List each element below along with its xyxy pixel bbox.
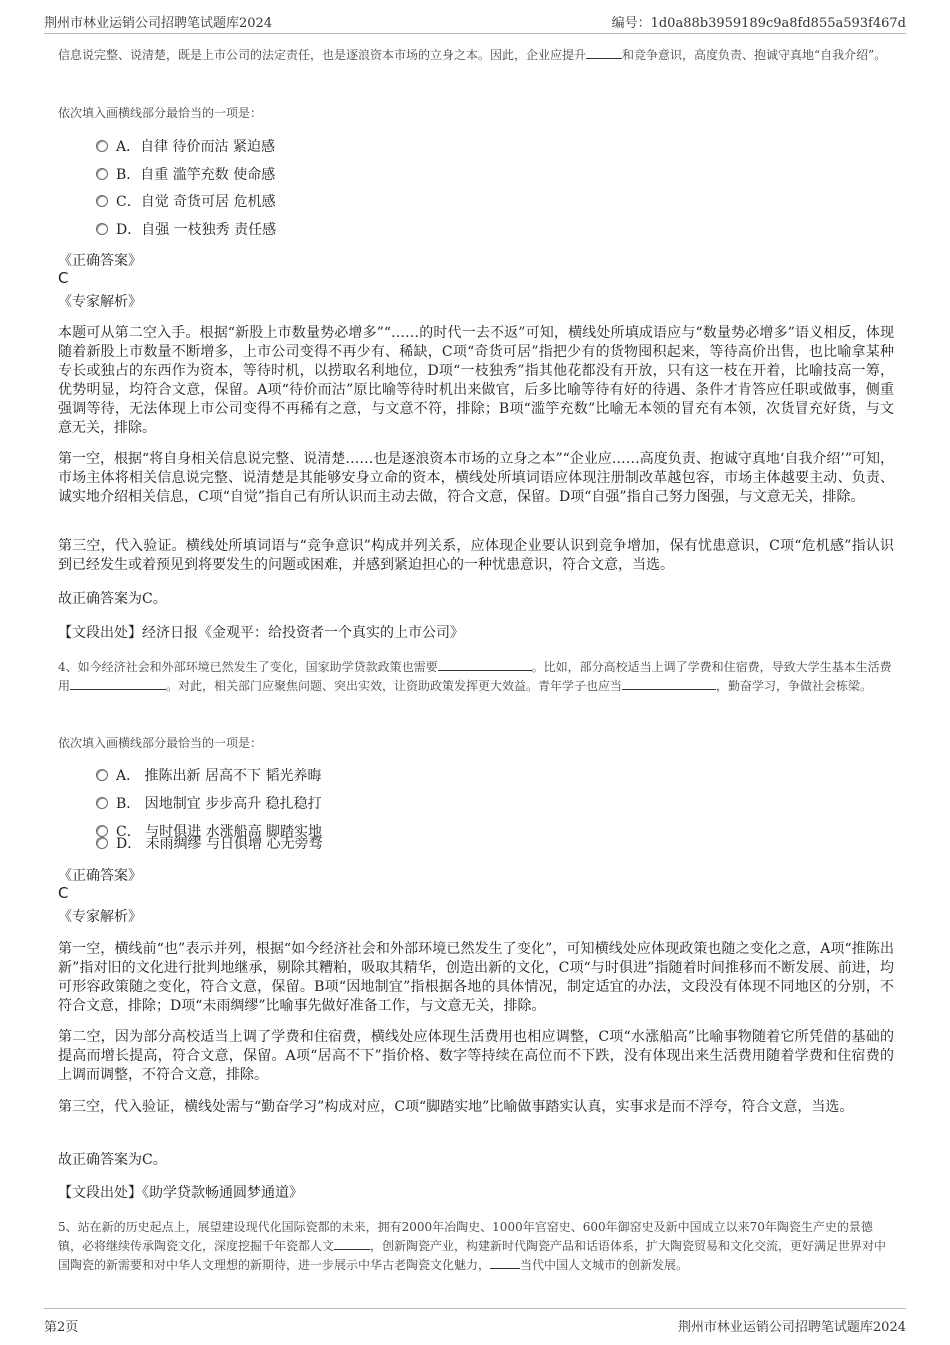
radio-icon[interactable] (96, 223, 108, 235)
q4-blank-1 (438, 658, 532, 671)
q3-option-b[interactable] (96, 165, 275, 185)
q3-option-b-label: B．自重 滥竽充数 使命感 (116, 167, 276, 183)
q3-option-d-label: D．自强 一枝独秀 责任感 (116, 222, 277, 238)
radio-icon[interactable] (96, 837, 108, 849)
q4-analysis-paragraph: 第二空，因为部分高校适当上调了学费和住宿费，横线处应体现生活费用也相应调整，C项“水涨船高”比喻事物随着它所凭借的基础的提高而增长提高，符合文意，保留。A项“居高不下”指价格、数字等持续在高位而不下跌，没有体现出来生活费用随着学费和住宿费的上调而调整，不符合文意，排除。 (58, 1029, 894, 1083)
q5-stem-text-2: ，创新陶瓷产业，构建新时代陶瓷产品和话语体系，扩大陶瓷贸易和文化交流，更好满足世界对中国陶瓷的新需要和对中华人文理想的新期待，进一步展示中华古老陶瓷文化魅力， (58, 1239, 887, 1272)
q4-analysis-paragraph: 第三空，代入验证，横线处需与“勤奋学习”构成对应，C项“脚踏实地”比喻做事踏实认真，实事求是而不浮夸，符合文意，当选。 (58, 1099, 854, 1115)
q4-stem-text-3: 。对此，相关部门应聚焦问题、突出实效，让资助政策发挥更大效益。青年学子也应当 (166, 679, 623, 693)
q3-analysis-label: 《专家解析》 (58, 294, 142, 310)
q3-option-a-label: A．自律 待价而沽 紧迫感 (116, 139, 276, 155)
q4-option-b[interactable] (96, 794, 322, 814)
page-number: 第2页 (44, 1320, 79, 1335)
radio-icon[interactable] (96, 195, 108, 207)
q3-blank (586, 46, 622, 59)
radio-icon[interactable] (96, 797, 108, 809)
q3-answer: C (58, 269, 69, 287)
q5-stem-text-3: 当代中国人文城市的创新发展。 (520, 1258, 689, 1272)
q3-analysis-paragraph: 本题可从第二空入手。根据“新股上市数量势必增多”“……的时代一去不返”可知，横线处所填成语应与“数量势必增多”语义相反，体现随着新股上市数量不断增多，上市公司变得不再少有、稀缺，C项“奇货可居”指把少有的货物囤积起来，等待高价出售，也比喻拿某种专长或独占的东西作为资本，等待时机，以捞取名利地位，D项“一枝独秀”指其他花都没有开放，只有这一枝在开着，比喻技高一筹，优势明显，均符合文意，保留。A项“待价而沽”原比喻等待时机出来做官，后多比喻等待有好的待遇、条件才肯答应任职或做事，侧重强调等待，无法体现上市公司变得不再稀有之意，与文意不符，排除；B项“滥竽充数”比喻无本领的冒充有本领，次货冒充好货，与文意无关，排除。 (58, 325, 894, 436)
q4-blank-2 (70, 677, 166, 690)
q4-option-a[interactable] (96, 766, 321, 786)
q4-option-a-label: A． 推陈出新 居高不下 韬光养晦 (116, 768, 322, 784)
header-divider (44, 33, 906, 34)
footer-divider (44, 1308, 906, 1309)
page-footer (0, 1308, 950, 1345)
q3-intro-text-a: 信息说完整、说清楚，既是上市公司的法定责任，也是逐浪资本市场的立身之本。因此，企业应提升 (58, 48, 587, 62)
q3-option-c-label: C．自觉 奇货可居 危机感 (116, 194, 276, 210)
radio-icon[interactable] (96, 140, 108, 152)
q4-stem-text-2: 。比如，部分高校适当上调了学费和住宿费，导致大学生基本生活费用 (58, 660, 892, 693)
q3-answer-label: 《正确答案》 (58, 253, 142, 269)
page-header (0, 0, 950, 34)
header-doc-id: 编号：1d0a88b3959189c9a8fd855a593f467d (611, 16, 906, 31)
q4-analysis-label: 《专家解析》 (58, 909, 142, 925)
q4-prompt: 依次填入画横线部分最恰当的一项是： (58, 736, 263, 750)
radio-icon[interactable] (96, 168, 108, 180)
radio-icon[interactable] (96, 769, 108, 781)
q4-option-d[interactable] (96, 834, 323, 854)
q4-conclusion: 故正确答案为C。 (58, 1152, 167, 1168)
q4-blank-3 (622, 677, 716, 690)
q3-option-d[interactable] (96, 220, 276, 240)
q4-analysis-paragraph: 第一空，横线前“也”表示并列，根据“如今经济社会和外部环境已然发生了变化”，可知横线处应体现政策也随之变化之意，A项“推陈出新”指对旧的文化进行批判地继承，剔除其糟粕，吸取其精华，创造出新的文化，C项“与时俱进”指随着时间推移而不断发展、前进，均可形容政策随之变化，符合文意，保留。B项“因地制宜”指根据各地的具体情况，制定适宜的办法，文段没有体现不同地区的分别，不符合文意，排除；D项“未雨绸缪”比喻事先做好准备工作，与文意无关，排除。 (58, 941, 894, 1014)
q4-stem-text-4: ，勤奋学习，争做社会栋梁。 (716, 679, 873, 693)
q4-answer-label: 《正确答案》 (58, 868, 142, 884)
q3-conclusion: 故正确答案为C。 (58, 591, 167, 607)
footer-title: 荆州市林业运销公司招聘笔试题库2024 (677, 1320, 906, 1335)
q4-option-d-label: D． 未雨绸缪 与日俱增 心无旁骛 (116, 836, 323, 852)
q3-source: 【文段出处】经济日报《金观平：给投资者一个真实的上市公司》 (58, 625, 464, 641)
q5-blank-2 (490, 1256, 520, 1269)
q5-stem (58, 1218, 894, 1275)
q4-answer: C (58, 884, 69, 902)
q4-stem (58, 658, 894, 696)
q4-option-c-label: C． 与时俱进 水涨船高 脚踏实地 (116, 824, 323, 840)
q3-intro (58, 46, 894, 65)
q4-stem-text-1: 4、如今经济社会和外部环境已然发生了变化，国家助学贷款政策也需要 (58, 660, 438, 674)
q4-option-b-label: B． 因地制宜 步步高升 稳扎稳打 (116, 796, 322, 812)
q3-prompt: 依次填入画横线部分最恰当的一项是： (58, 106, 263, 120)
q3-intro-text-b: 和竞争意识，高度负责、抱诚守真地“自我介绍”。 (622, 48, 887, 62)
q5-stem-text-1: 5、站在新的历史起点上，展望建设现代化国际瓷都的未来，拥有2000年冶陶史、1000年官窑史、600年御窑史及新中国成立以来70年陶瓷生产史的景德镇，必将继续传承陶瓷文化，深度挖掘千年瓷都人文 (58, 1220, 873, 1253)
q3-option-a[interactable] (96, 137, 275, 157)
q3-option-c[interactable] (96, 192, 276, 212)
q3-analysis-paragraph: 第一空，根据“将自身相关信息说完整、说清楚……也是逐浪资本市场的立身之本”“企业应……高度负责、抱诚守真地‘自我介绍’”可知，市场主体将相关信息说完整、说清楚是其能够安身立命的资本，横线处所填词语应体现注册制改革越包容，市场主体越要主动、负责、诚实地介绍相关信息，C项“自觉”指自己有所认识而主动去做，符合文意，保留。D项“自强”指自己努力图强，与文意无关，排除。 (58, 451, 894, 505)
q4-source: 【文段出处】《助学贷款畅通圆梦通道》 (58, 1185, 303, 1201)
header-title: 荆州市林业运销公司招聘笔试题库2024 (44, 16, 273, 31)
q3-analysis-paragraph: 第三空，代入验证。横线处所填词语与“竞争意识”构成并列关系，应体现企业要认识到竞争增加，保有忧患意识，C项“危机感”指认识到已经发生或着预见到将要发生的问题或困难，并感到紧迫担心的一种忧患意识，符合文意，当选。 (58, 538, 894, 573)
q5-blank-1 (334, 1237, 370, 1250)
